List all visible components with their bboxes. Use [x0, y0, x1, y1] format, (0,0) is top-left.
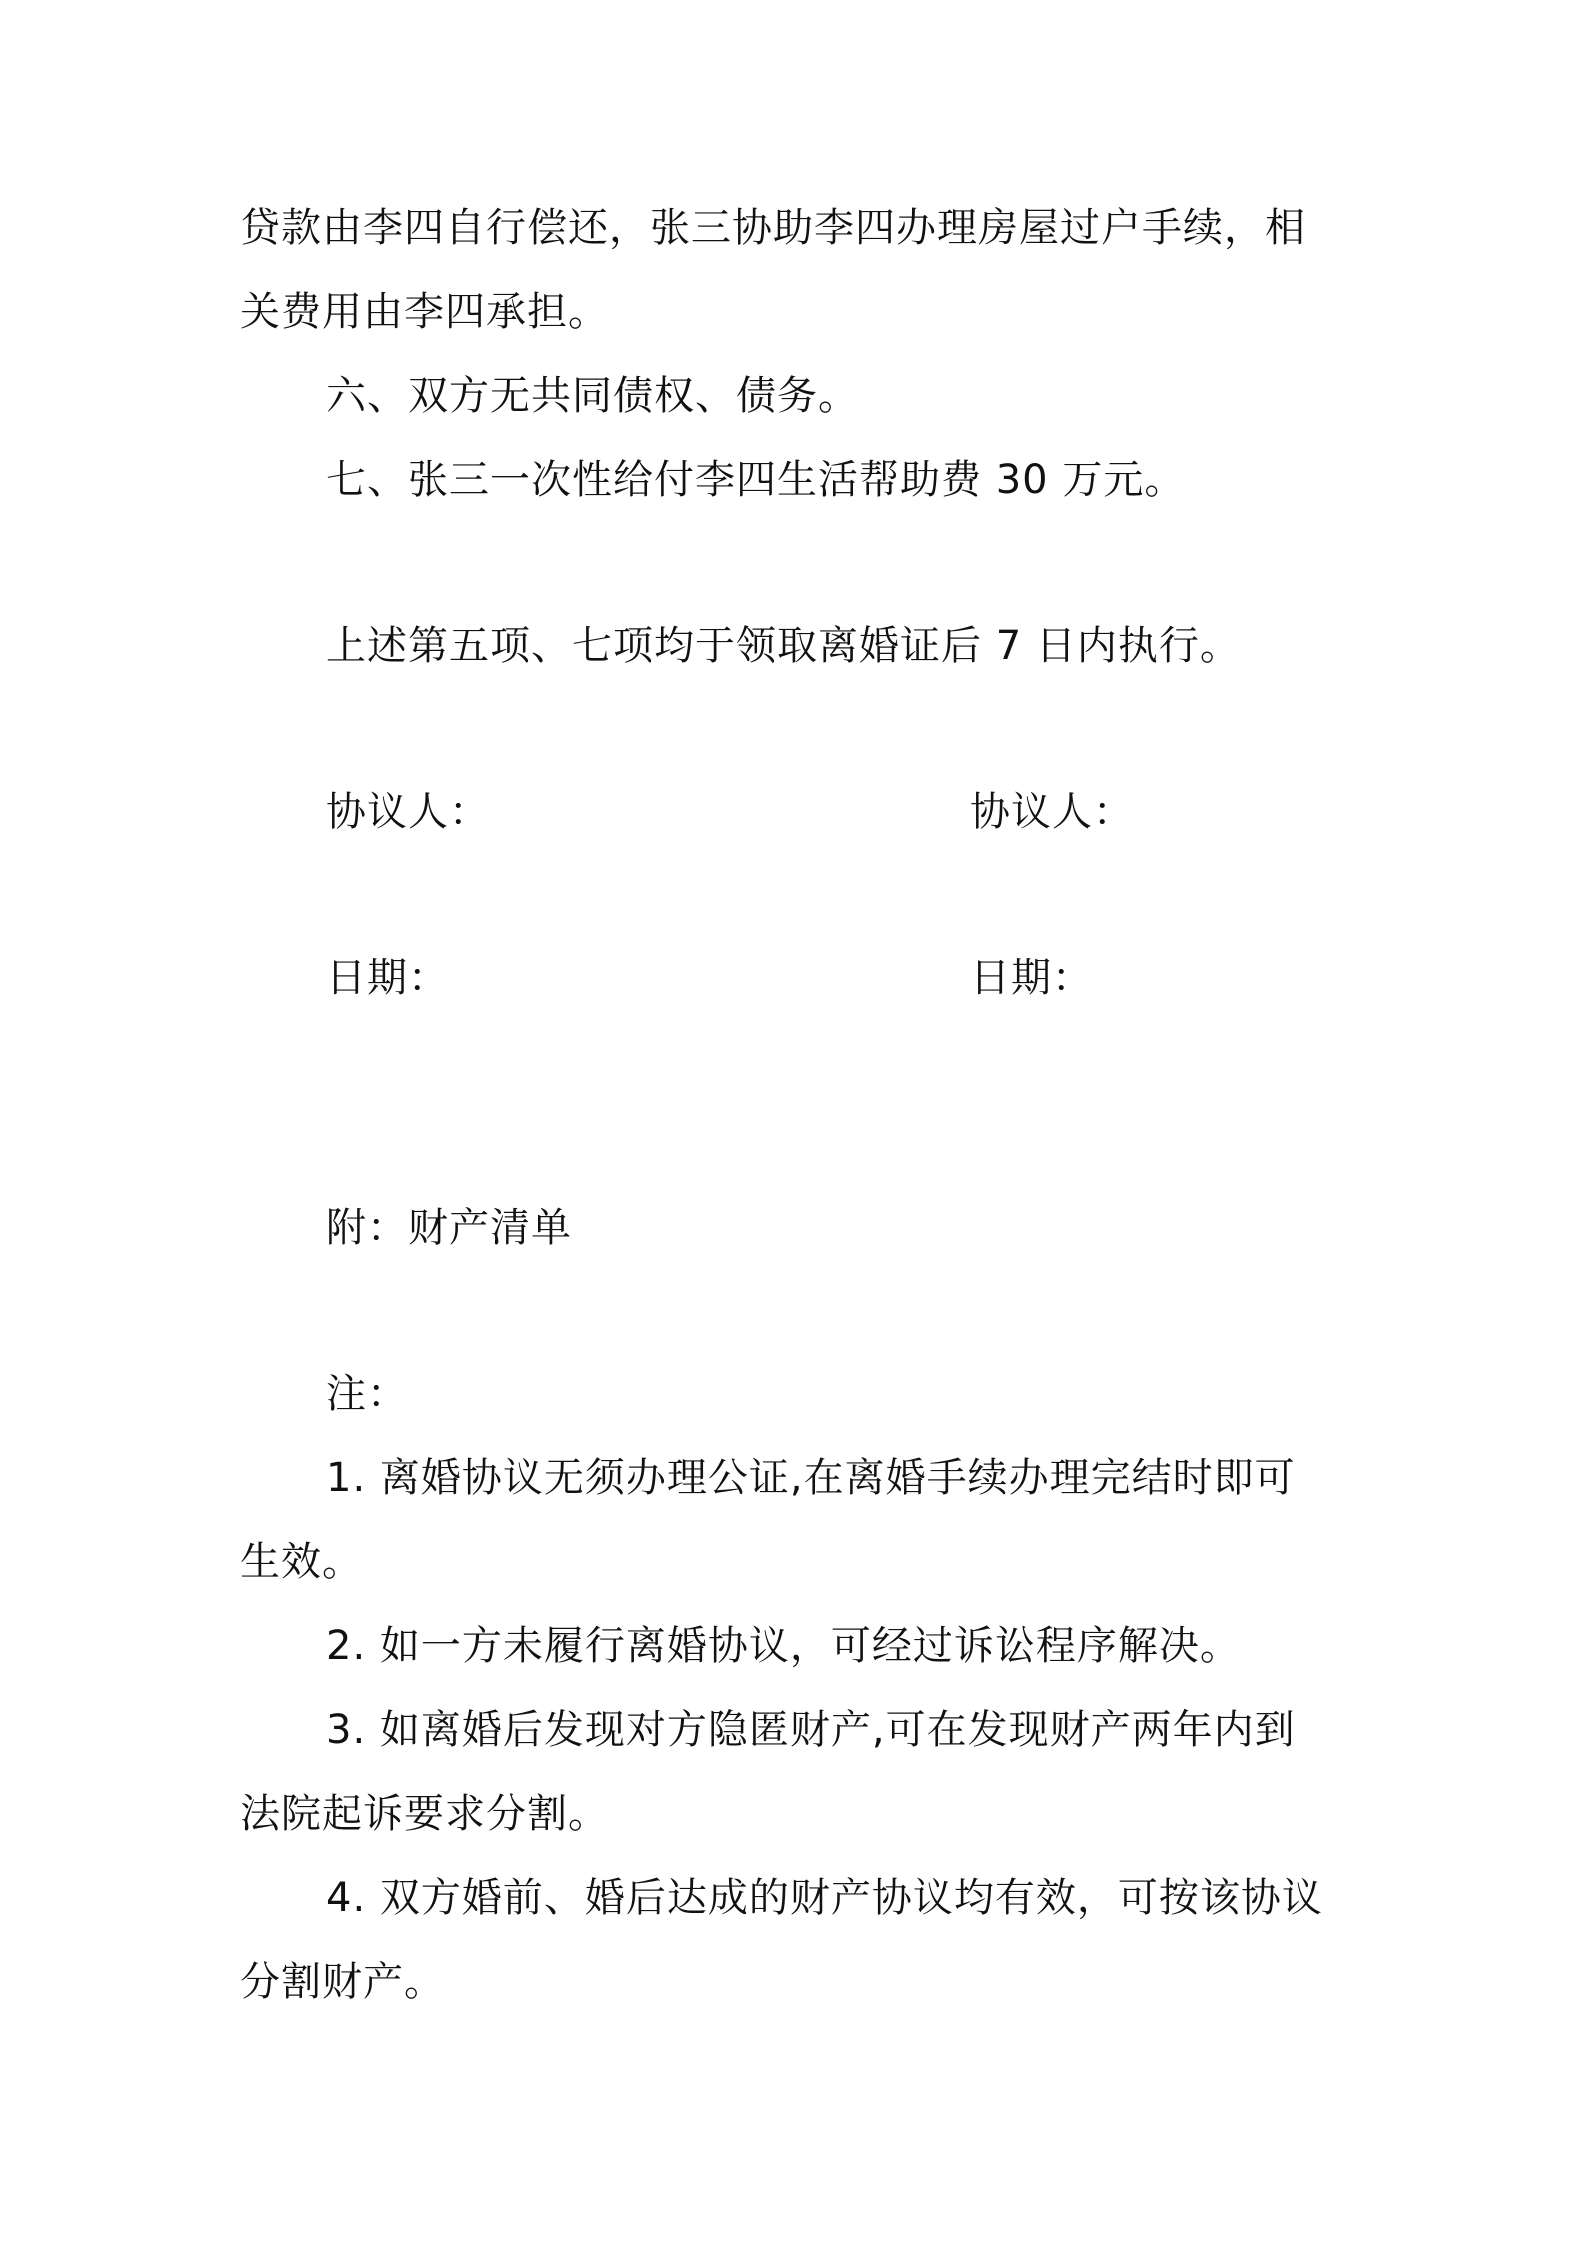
note-1-line-1: 1. 离婚协议无须办理公证,在离婚手续办理完结时即可	[326, 1455, 1296, 1501]
signatory-label-right: 协议人：	[970, 789, 1134, 835]
continuation-line-1: 贷款由李四自行偿还，张三协助李四办理房屋过户手续，相	[240, 205, 1306, 251]
attachment-line: 附：财产清单	[326, 1205, 572, 1251]
signatory-label-left: 协议人：	[326, 789, 490, 835]
date-label-right: 日期：	[970, 955, 1093, 1001]
note-3-line-1: 3. 如离婚后发现对方隐匿财产,可在发现财产两年内到	[326, 1707, 1296, 1753]
note-2: 2. 如一方未履行离婚协议，可经过诉讼程序解决。	[326, 1623, 1241, 1669]
notes-heading: 注：	[326, 1371, 408, 1417]
note-3-line-2: 法院起诉要求分割。	[240, 1791, 609, 1837]
execution-note: 上述第五项、七项均于领取离婚证后 7 日内执行。	[326, 623, 1241, 669]
continuation-line-2: 关费用由李四承担。	[240, 289, 609, 335]
date-label-left: 日期：	[326, 955, 449, 1001]
note-4-line-1: 4. 双方婚前、婚后达成的财产协议均有效，可按该协议	[326, 1875, 1323, 1921]
clause-six: 六、双方无共同债权、债务。	[326, 373, 859, 419]
note-1-line-2: 生效。	[240, 1539, 363, 1585]
note-4-line-2: 分割财产。	[240, 1959, 445, 2005]
clause-seven: 七、张三一次性给付李四生活帮助费 30 万元。	[326, 457, 1186, 503]
